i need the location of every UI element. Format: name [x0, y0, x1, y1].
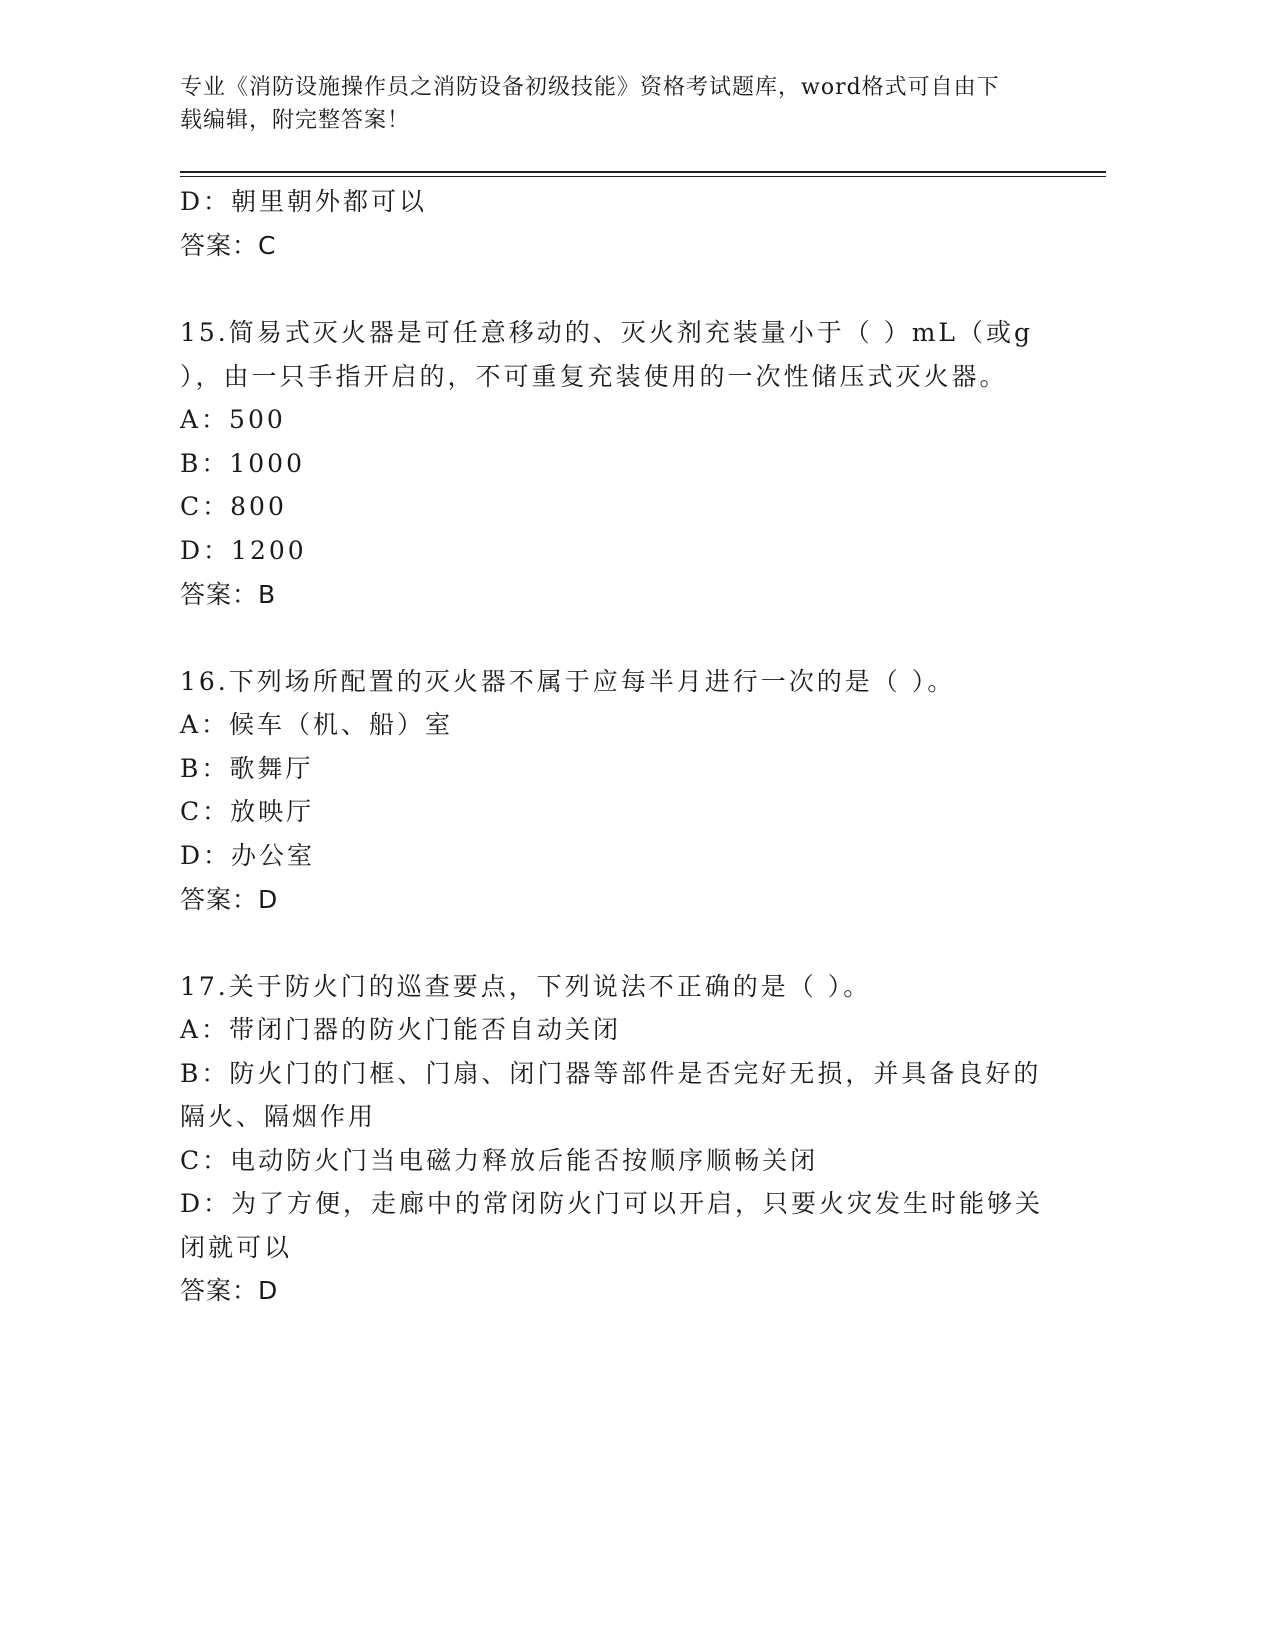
question-16-option-c: C：放映厅: [180, 797, 315, 826]
question-17-stem: 17.关于防火门的巡查要点，下列说法不正确的是（ ）。: [180, 972, 872, 1001]
question-17-answer: 答案：D: [180, 1276, 279, 1305]
question-15-option-a: A：500: [180, 405, 286, 434]
question-17-option-a: A：带闭门器的防火门能否自动关闭: [180, 1015, 622, 1044]
question-15-option-b: B：1000: [180, 449, 305, 478]
question-16-option-d: D：办公室: [180, 841, 316, 870]
question-15-option-c: C：800: [180, 492, 287, 521]
document-header: [180, 71, 1040, 137]
question-16-option-a: A：候车（机、船）室: [180, 710, 454, 739]
header-divider-thick: [180, 171, 1106, 173]
question-15-stem-line-1: 15.简易式灭火器是可任意移动的、灭火剂充装量小于（ ）mL（或g: [180, 318, 1034, 347]
question-17-option-c: C：电动防火门当电磁力释放后能否按顺序顺畅关闭: [180, 1146, 819, 1175]
question-15-answer: 答案：B: [180, 580, 277, 609]
question-17-option-d-cont: 闭就可以: [180, 1233, 293, 1262]
header-line-2: 载编辑，附完整答案！: [180, 108, 411, 133]
question-17-option-b: B：防火门的门框、门扇、闭门器等部件是否完好无损，并具备良好的: [180, 1059, 1042, 1088]
question-17-option-d: D：为了方便，走廊中的常闭防火门可以开启，只要火灾发生时能够关: [180, 1189, 1044, 1218]
question-16-option-b: B：歌舞厅: [180, 754, 314, 783]
question-15-option-d: D：1200: [180, 536, 307, 565]
answer-line: 答案：C: [180, 231, 277, 260]
question-16-answer: 答案：D: [180, 885, 279, 914]
header-line-1: 专业《消防设施操作员之消防设备初级技能》资格考试题库，word格式可自由下: [180, 75, 1000, 100]
question-17-option-b-cont: 隔火、隔烟作用: [180, 1102, 377, 1131]
question-16-stem: 16.下列场所配置的灭火器不属于应每半月进行一次的是（ ）。: [180, 667, 956, 696]
option-d: D：朝里朝外都可以: [180, 187, 428, 216]
question-15-stem-line-2: ），由一只手指开启的，不可重复充装使用的一次性储压式灭火器。: [180, 362, 1008, 391]
header-divider-thin: [180, 176, 1106, 177]
